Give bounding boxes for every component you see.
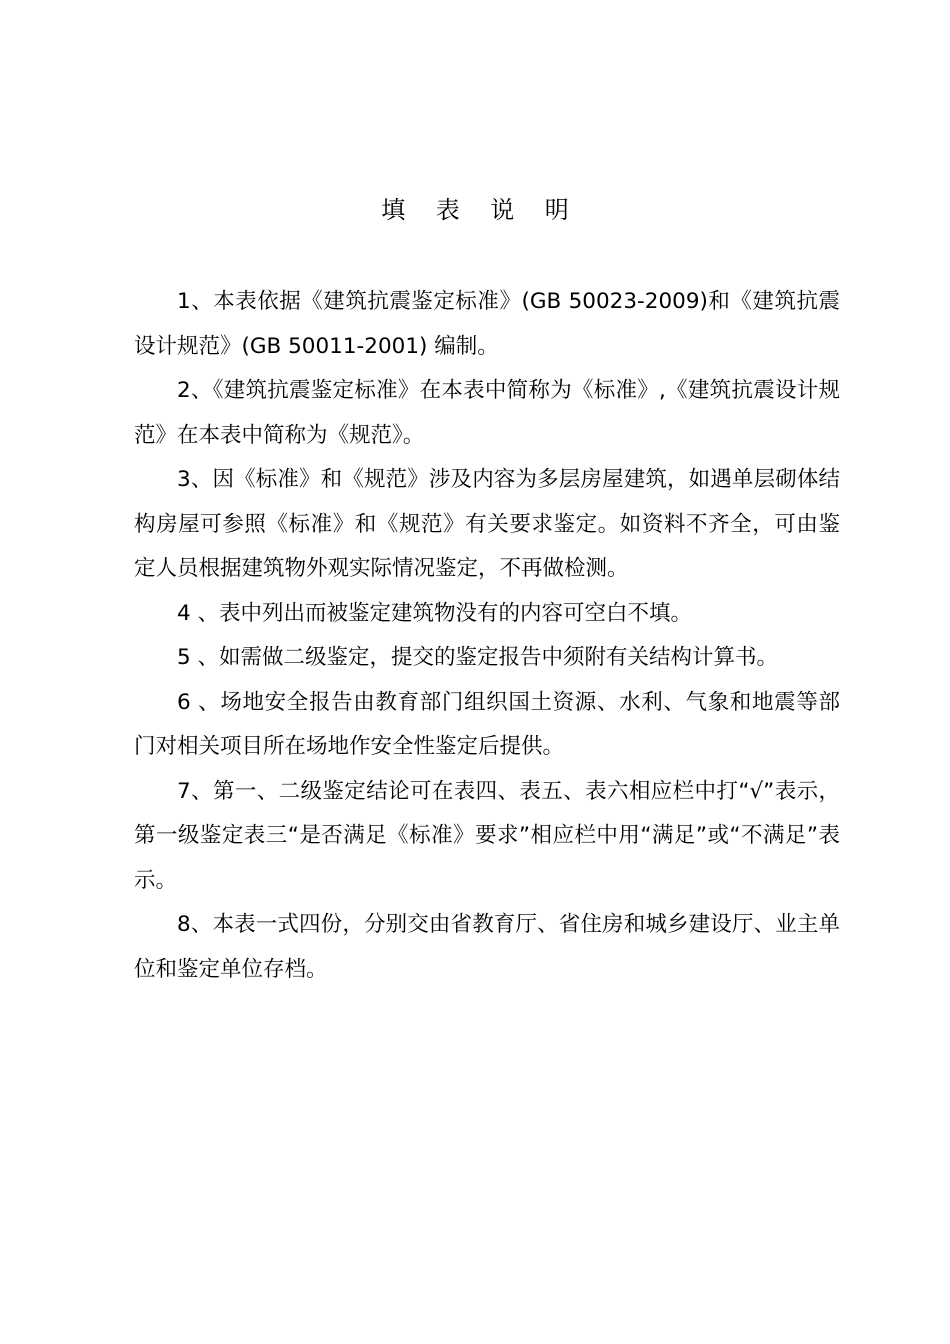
instruction-item-3: 3、因《标准》和《规范》涉及内容为多层房屋建筑，如遇单层砌体结构房屋可参照《标准》和《规范》有关要求鉴定。如资料不齐全，可由鉴定人员根据建筑物外观实际情况鉴定，不再做检测。 [134, 467, 840, 581]
instruction-item-5: 5 、如需做二级鉴定，提交的鉴定报告中须附有关结构计算书。 [177, 645, 779, 670]
instruction-item-7: 7、第一、二级鉴定结论可在表四、表五、表六相应栏中打“√”表示，第一级鉴定表三“是否满足《标准》要求”相应栏中用“满足”或“不满足”表示。 [134, 778, 840, 893]
page-title: 填 表 说 明 [381, 196, 569, 224]
instruction-item-2: 2、《建筑抗震鉴定标准》在本表中简称为《标准》,《建筑抗震设计规范》在本表中简称为《规范》。 [134, 378, 840, 448]
instruction-item-6: 6 、场地安全报告由教育部门组织国土资源、水利、气象和地震等部门对相关项目所在场地作安全性鉴定后提供。 [134, 689, 840, 759]
instructions-list [134, 280, 840, 992]
instruction-item-1: 1、本表依据《建筑抗震鉴定标准》(GB 50023-2009)和《建筑抗震设计规范》(GB 50011-2001) 编制。 [134, 289, 840, 359]
instruction-item-4: 4 、表中列出而被鉴定建筑物没有的内容可空白不填。 [177, 600, 693, 626]
instruction-item-8: 8、本表一式四份，分别交由省教育厅、省住房和城乡建设厅、业主单位和鉴定单位存档。 [134, 912, 840, 982]
